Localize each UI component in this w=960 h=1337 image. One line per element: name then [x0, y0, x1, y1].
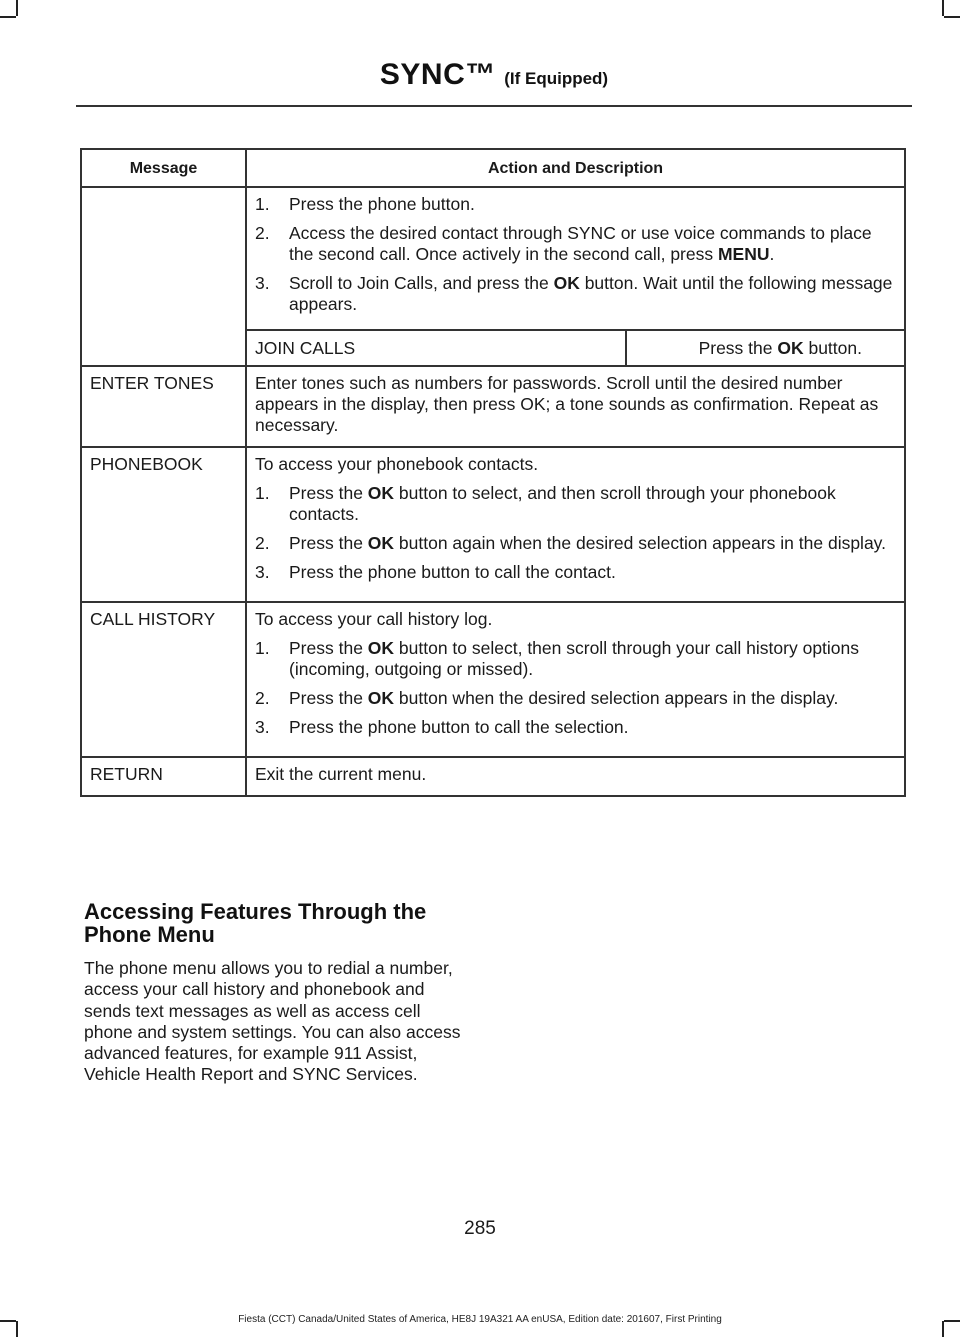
step-text: Press the — [289, 688, 368, 708]
step-number: 1. — [255, 194, 270, 214]
column-header-action: Action and Description — [246, 149, 905, 187]
step-number: 2. — [255, 223, 270, 243]
list-item — [255, 223, 898, 265]
step-text-end: button. Wait until the following message appears. — [289, 273, 893, 314]
action-cell — [246, 602, 905, 757]
step-number: 2. — [255, 688, 270, 708]
action-intro: To access your call history log. — [255, 609, 493, 629]
action-cell — [246, 187, 905, 366]
action-intro: To access your phonebook contacts. — [255, 454, 539, 474]
list-item — [255, 562, 898, 583]
message-cell: CALL HISTORY — [81, 602, 246, 757]
step-text-end: button again when the desired selection appears in the display. — [394, 533, 886, 553]
step-text-end: button when the desired selection appears in the display. — [394, 688, 839, 708]
table-header-row — [81, 149, 905, 187]
step-text: Press the — [289, 483, 368, 503]
footer-text: Fiesta (CCT) Canada/United States of America, HE8J 19A321 AA enUSA, Edition date: 201607, First Printing — [238, 1314, 722, 1325]
list-item — [255, 688, 898, 709]
page-subtitle: (If Equipped) — [504, 69, 609, 88]
action-cell: Enter tones such as numbers for passwords. Scroll until the desired number appears in the display, then press OK; a tone sounds as confirmation. Repeat as necessary. — [246, 366, 905, 447]
crop-mark — [16, 0, 18, 16]
table-row-join-calls — [81, 187, 905, 366]
inner-text: Press the — [698, 338, 778, 358]
step-text: Access the desired contact through SYNC or use voice commands to place the second call. Once actively in the second call, press — [289, 223, 872, 264]
message-cell: RETURN — [81, 757, 246, 796]
join-calls-subtable — [247, 329, 904, 365]
table-row-phonebook — [81, 447, 905, 602]
inner-text-end: button. — [803, 338, 862, 358]
step-list — [255, 194, 898, 315]
section-heading: Accessing Features Through the Phone Menu — [84, 899, 427, 947]
list-item — [255, 717, 898, 738]
message-cell — [81, 187, 246, 366]
message-table — [80, 148, 906, 797]
page-number: 285 — [464, 1218, 496, 1239]
step-keyword: MENU — [717, 244, 770, 264]
table-row-return — [81, 757, 905, 796]
step-text: Press the — [289, 638, 368, 658]
crop-mark — [944, 16, 960, 18]
step-keyword: OK — [367, 533, 395, 553]
join-calls-action — [626, 330, 904, 365]
step-list — [255, 483, 898, 583]
list-item — [255, 483, 898, 525]
step-text: Press the phone button to call the contact. — [289, 562, 616, 582]
join-calls-message: JOIN CALLS — [247, 330, 626, 365]
page-header — [76, 58, 912, 92]
inner-keyword: OK — [777, 338, 804, 358]
step-text: Press the — [289, 533, 368, 553]
step-text-end: . — [769, 244, 775, 264]
header-divider — [76, 105, 912, 107]
step-number: 3. — [255, 562, 270, 582]
step-text-end: button to select, and then scroll through your phonebook contacts. — [289, 483, 836, 524]
table-row-call-history — [81, 602, 905, 757]
step-number: 3. — [255, 717, 270, 737]
step-number: 3. — [255, 273, 270, 293]
step-number: 1. — [255, 638, 270, 658]
step-text: Scroll to Join Calls, and press the — [289, 273, 554, 293]
message-cell: PHONEBOOK — [81, 447, 246, 602]
step-text: Press the phone button. — [289, 194, 475, 214]
step-text-end: button to select, then scroll through your call history options (incoming, outgoing or missed). — [289, 638, 860, 679]
message-cell: ENTER TONES — [81, 366, 246, 447]
page-title: SYNC™ — [379, 58, 496, 91]
section-paragraph: The phone menu allows you to redial a number, access your call history and phonebook and sends text messages as well as access cell phone and system settings. You can also access advanced features, for example 911 Assist, Vehicle Health Report and SYNC Services. — [84, 958, 461, 1085]
crop-mark — [942, 0, 944, 16]
step-keyword: OK — [367, 688, 395, 708]
column-header-message: Message — [81, 149, 246, 187]
list-item — [255, 194, 898, 215]
step-keyword: OK — [367, 638, 395, 658]
step-keyword: OK — [367, 483, 395, 503]
list-item — [255, 638, 898, 680]
step-number: 2. — [255, 533, 270, 553]
crop-mark — [0, 16, 16, 18]
list-item — [255, 533, 898, 554]
step-number: 1. — [255, 483, 270, 503]
table-row-enter-tones — [81, 366, 905, 447]
list-item — [255, 273, 898, 315]
action-cell — [246, 447, 905, 602]
step-list — [255, 638, 898, 738]
action-cell: Exit the current menu. — [246, 757, 905, 796]
step-keyword: OK — [553, 273, 580, 293]
step-text: Press the phone button to call the selection. — [289, 717, 629, 737]
